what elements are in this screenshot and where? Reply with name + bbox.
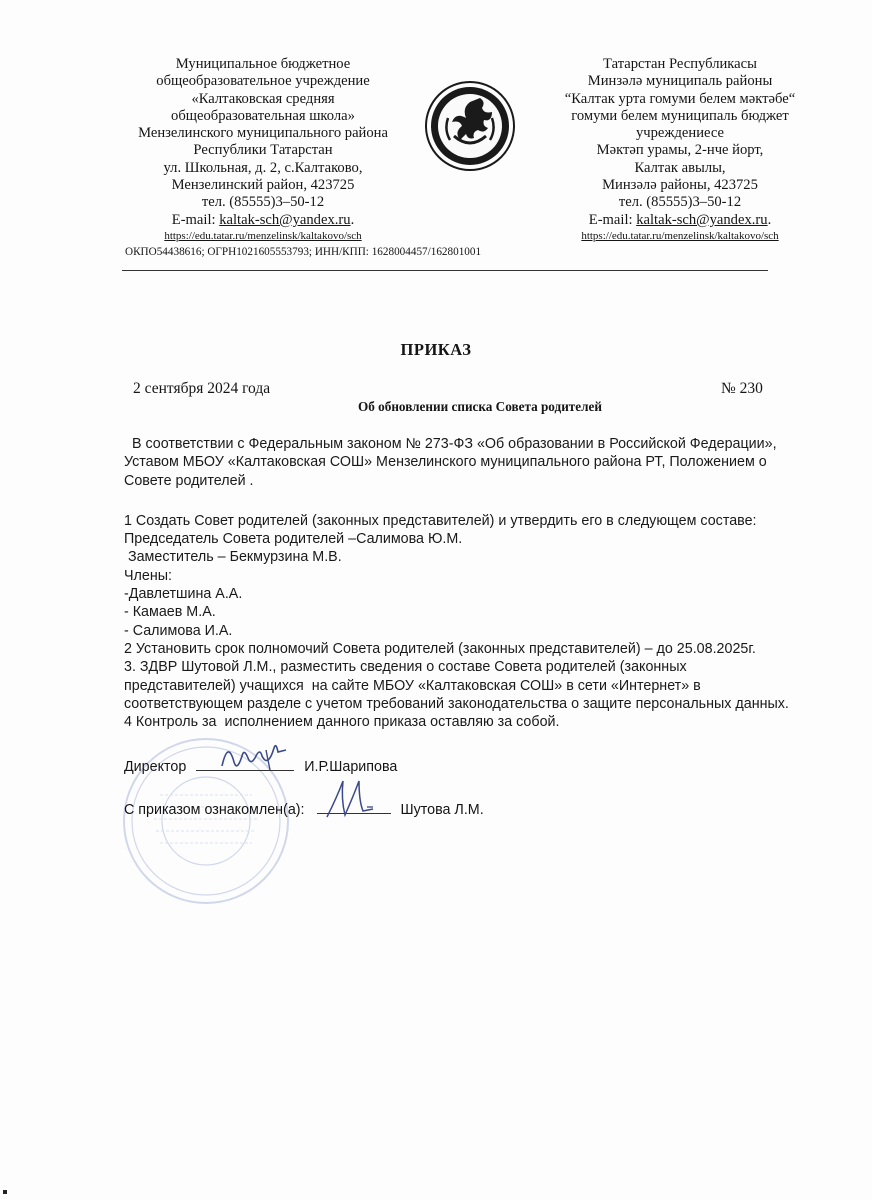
- letterhead-line: “Калтак урта гомуми белем мәктәбе“: [564, 90, 796, 107]
- director-label: Директор: [124, 759, 187, 775]
- signature-line: [196, 756, 294, 771]
- letterhead-line: Мензелинского муниципального района: [138, 125, 388, 142]
- signature-line: [317, 799, 391, 814]
- tatarstan-emblem-icon: [424, 80, 516, 172]
- body-line: - Камаев М.А.: [124, 604, 216, 621]
- preamble-line: В соответствии с Федеральным законом № 273-ФЗ «Об образовании в Российской Федерации»,: [124, 436, 777, 452]
- director-name: И.Р.Шарипова: [304, 759, 398, 775]
- acknowledgement-row: [124, 799, 484, 818]
- body-line: 2 Установить срок полномочий Совета родителей (законных представителей) – до 25.08.2025г.: [124, 640, 756, 657]
- order-date: 2 сентября 2024 года: [133, 380, 271, 397]
- body-line: - Салимова И.А.: [124, 622, 233, 639]
- letterhead-line: Мәктәп урамы, 2-нче йорт,: [596, 142, 764, 159]
- order-number: № 230: [721, 380, 763, 397]
- letterhead-line: «Калтаковская средняя: [191, 90, 335, 107]
- order-subject: Об обновлении списка Совета родителей: [358, 399, 602, 414]
- body-line: 1 Создать Совет родителей (законных представителей) и утвердить его в следующем составе:: [124, 512, 757, 529]
- body-line: Заместитель – Бекмурзина М.В.: [124, 549, 342, 566]
- letterhead-line: Муниципальное бюджетное: [175, 56, 351, 72]
- paragraph-gap: [124, 490, 824, 508]
- acknowledgement-name: Шутова Л.М.: [400, 802, 484, 818]
- email-link[interactable]: kaltak-sch@yandex.ru: [636, 211, 768, 228]
- acknowledgement-label: С приказом ознакомлен(а):: [124, 802, 305, 818]
- letterhead-line: учреждениесе: [636, 125, 724, 142]
- body-line: -Давлетшина А.А.: [124, 586, 243, 603]
- letterhead-line: Калтак авылы,: [634, 159, 726, 176]
- letterhead-line: Республики Татарстан: [193, 142, 333, 159]
- letterhead-tatar: [540, 56, 820, 243]
- body-line: 3. ЗДВР Шутовой Л.М., разместить сведения о составе Совета родителей (законных: [124, 659, 687, 676]
- body-line: представителей) учащихся на сайте МБОУ «Калтаковская СОШ» в сети «Интернет» в: [124, 677, 701, 694]
- scan-mark: [3, 1190, 7, 1194]
- letterhead-line: гомуми белем муниципаль бюджет: [571, 107, 789, 124]
- email-suffix: .: [350, 211, 355, 228]
- email-suffix: .: [767, 211, 772, 228]
- body-line: Члены:: [124, 567, 172, 584]
- letterhead-line: ул. Школьная, д. 2, с.Калтаково,: [163, 159, 363, 176]
- letterhead-russian: [118, 56, 408, 243]
- document-title: ПРИКАЗ: [400, 340, 472, 359]
- preamble-line: Совете родителей .: [124, 472, 254, 489]
- website-link[interactable]: https://edu.tatar.ru/menzelinsk/kaltakovo/sch: [164, 229, 362, 242]
- organization-codes: ОКПО54438616; ОГРН1021605553793; ИНН/КПП: 1628004457/162801001: [125, 246, 482, 258]
- order-body: [124, 435, 824, 731]
- letterhead-line: Мензелинский район, 423725: [171, 177, 355, 194]
- letterhead-line: тел. (85555)3–50-12: [618, 194, 742, 211]
- body-line: соответствующем разделе с учетом требований законодательства о защите персональных данных.: [124, 695, 789, 712]
- acknowledgement-signature-icon: [319, 777, 389, 821]
- letterhead-line: общеобразовательная школа»: [171, 107, 355, 124]
- email-link[interactable]: kaltak-sch@yandex.ru: [219, 211, 351, 228]
- body-line: 4 Контроль за исполнением данного приказа оставляю за собой.: [124, 714, 560, 731]
- letterhead-divider: [122, 270, 768, 271]
- director-signature-icon: [216, 740, 296, 774]
- letterhead-line: Минзәлә районы, 423725: [602, 177, 758, 194]
- letterhead-line: общеобразовательное учреждение: [156, 73, 370, 90]
- letterhead-line: Татарстан Республикасы: [603, 56, 757, 72]
- letterhead-email: [540, 212, 820, 229]
- email-label: E-mail:: [171, 211, 220, 228]
- letterhead-line: Минзәлә муниципаль районы: [587, 73, 773, 90]
- letterhead-email: [118, 212, 408, 229]
- letterhead-line: тел. (85555)3–50-12: [201, 194, 325, 211]
- body-line: Председатель Совета родителей –Салимова Ю.М.: [124, 531, 463, 548]
- email-label: E-mail:: [588, 211, 637, 228]
- preamble-line: Уставом МБОУ «Калтаковская СОШ» Мензелинского муниципального района РТ, Положением о: [124, 454, 767, 471]
- director-signature-row: [124, 756, 397, 775]
- website-link[interactable]: https://edu.tatar.ru/menzelinsk/kaltakovo/sch: [581, 229, 779, 242]
